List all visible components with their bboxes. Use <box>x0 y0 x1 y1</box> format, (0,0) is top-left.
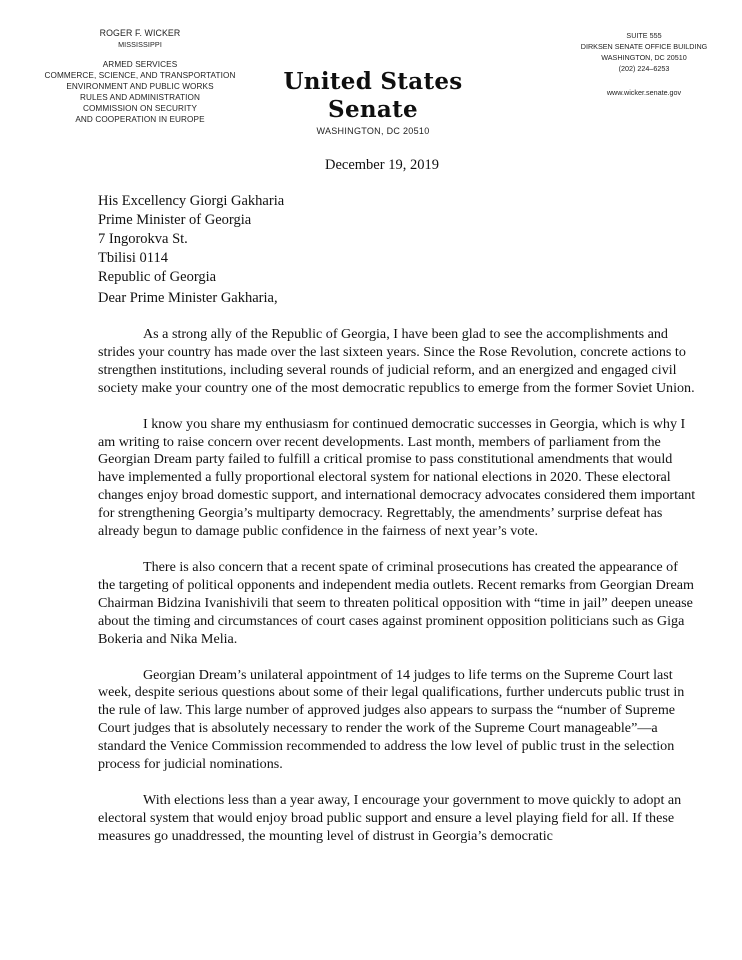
committee-line: ARMED SERVICES <box>102 60 178 69</box>
senator-state: MISSISSIPPI <box>118 40 162 49</box>
letter-date: December 19, 2019 <box>325 157 439 173</box>
office-address <box>574 30 714 98</box>
senate-seal <box>258 68 488 136</box>
body-paragraph: With elections less than a year away, I encourage your government to move quickly to adopt an electoral system that would enjoy broad public support and ensure a level playing field for all. If these measures go unaddressed, the mounting level of distrust in Georgia’s democratic <box>98 791 682 844</box>
body-paragraph: As a strong ally of the Republic of Georgia, I have been glad to see the accomplishments and strides your country has made over the last sixteen years. Since the Rose Revolution, concrete actions to strengthen institutions, including several rounds of judicial reform, and an energized and engaged civil society make your country one of the most democratic republics to emerge from the former Soviet Union. <box>98 326 695 396</box>
committee-line: AND COOPERATION IN EUROPE <box>75 115 205 124</box>
body-paragraph: Georgian Dream’s unilateral appointment of 14 judges to life terms on the Supreme Court last week, despite serious questions about some of their legal qualifications, further undercuts public trust in the rule of law. This large number of approved judges also appears to surpass the “number of Supreme Court judges that is absolutely necessary to render the work of the Supreme Court manageable”—a standard the Venice Commission recommended to address the low level of public trust in the selection process for judicial nominations. <box>98 666 685 773</box>
recipient-line: His Excellency Giorgi Gakharia <box>98 193 285 209</box>
body-paragraph: I know you share my enthusiasm for continued democratic successes in Georgia, which is why I am writing to raise concern over recent developments. Last month, members of parliament from the Georgian Dream party failed to fulfill a critical promise to pass constitutional amendments that would have implemented a fully proportional electoral system for national elections in 2020. These electoral changes enjoy broad domestic support, and international democracy advocates considered them important for strengthening Georgia’s multiparty democracy. Regrettably, the amendments’ surprise defeat has already begun to damage public confidence in the fairness of next year’s vote. <box>98 415 696 540</box>
committee-line: COMMERCE, SCIENCE, AND TRANSPORTATION <box>44 71 236 80</box>
senate-title: United States Senate <box>283 68 463 123</box>
committee-line: RULES AND ADMINISTRATION <box>79 93 201 102</box>
senator-name: ROGER F. WICKER <box>99 28 181 38</box>
office-phone: (202) 224–6253 <box>618 64 670 73</box>
recipient-line: 7 Ingorokva St. <box>98 231 188 247</box>
letter-body <box>98 326 698 864</box>
office-line: WASHINGTON, DC 20510 <box>601 53 687 62</box>
committee-line: ENVIRONMENT AND PUBLIC WORKS <box>66 82 214 91</box>
recipient-address <box>98 192 284 287</box>
committee-line: COMMISSION ON SECURITY <box>82 104 198 113</box>
senator-letterhead <box>40 28 240 125</box>
senate-city: WASHINGTON, DC 20510 <box>316 126 430 136</box>
recipient-line: Republic of Georgia <box>98 269 217 285</box>
office-line: SUITE 555 <box>626 31 662 40</box>
body-paragraph: There is also concern that a recent spate of criminal prosecutions has created the appearance of the targeting of political opponents and independent media outlets. Recent remarks from Georgian Dream Chairman Bidzina Ivanishivili that seem to threaten political opposition with “time in jail” deepen unease about the timing and circumstances of court cases against prominent opposition politicians such as Giga Bokeria and Nika Melia. <box>98 558 694 647</box>
salutation: Dear Prime Minister Gakharia, <box>98 290 278 306</box>
recipient-line: Prime Minister of Georgia <box>98 212 252 228</box>
office-line: DIRKSEN SENATE OFFICE BUILDING <box>580 42 708 51</box>
recipient-line: Tbilisi 0114 <box>98 250 168 266</box>
website-link[interactable]: www.wicker.senate.gov <box>606 88 682 97</box>
